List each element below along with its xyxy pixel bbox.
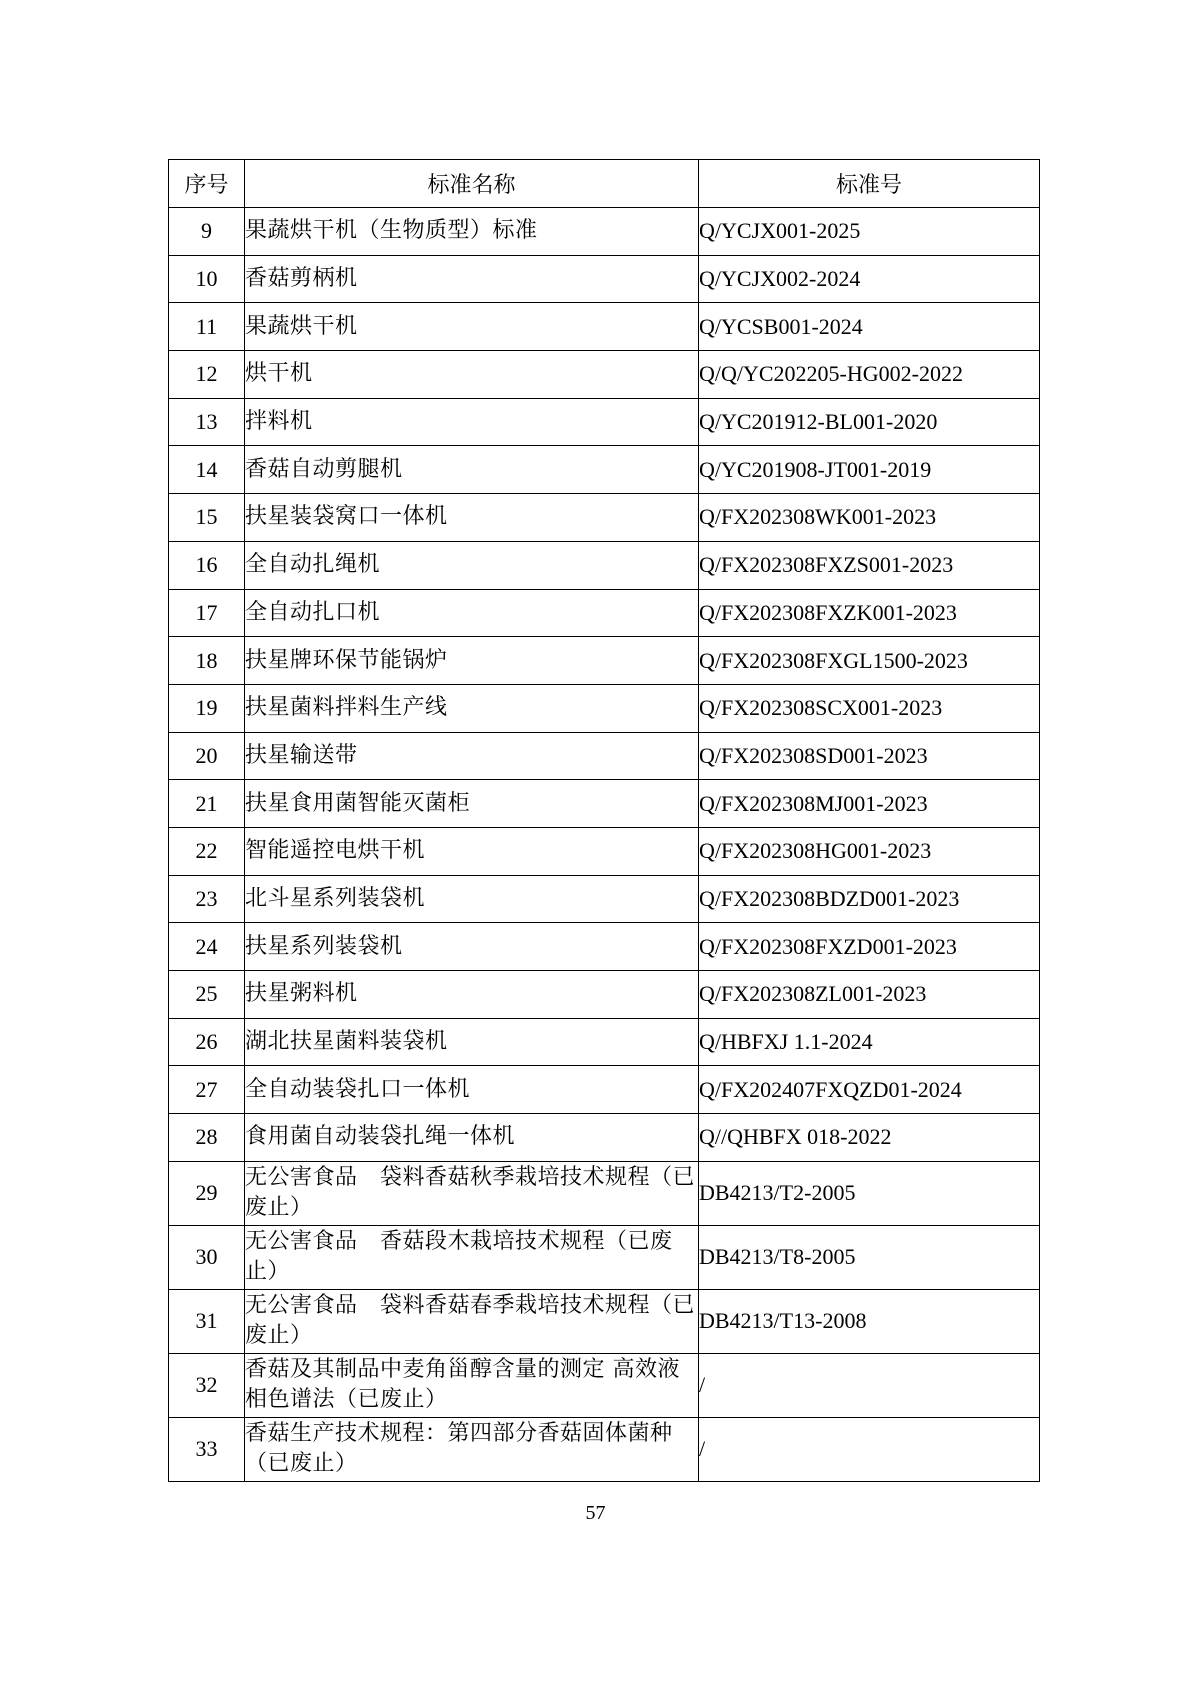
row-index: 27 xyxy=(169,1066,245,1114)
row-name: 果蔬烘干机 xyxy=(245,303,699,351)
row-index: 24 xyxy=(169,923,245,971)
row-name: 湖北扶星菌料装袋机 xyxy=(245,1018,699,1066)
row-code: Q//QHBFX 018-2022 xyxy=(699,1114,1040,1162)
table-row xyxy=(169,875,1040,923)
row-name: 无公害食品 袋料香菇春季栽培技术规程（已废止） xyxy=(245,1289,699,1353)
row-index: 28 xyxy=(169,1114,245,1162)
row-name: 无公害食品 袋料香菇秋季栽培技术规程（已废止） xyxy=(245,1161,699,1225)
table-row xyxy=(169,1417,1040,1481)
row-index: 20 xyxy=(169,732,245,780)
table-row xyxy=(169,780,1040,828)
row-code: Q/YC201912-BL001-2020 xyxy=(699,398,1040,446)
table-row xyxy=(169,255,1040,303)
row-index: 30 xyxy=(169,1225,245,1289)
row-index: 17 xyxy=(169,589,245,637)
row-name: 智能遥控电烘干机 xyxy=(245,827,699,875)
row-name: 香菇生产技术规程：第四部分香菇固体菌种（已废止） xyxy=(245,1417,699,1481)
table-row xyxy=(169,208,1040,256)
row-name: 香菇及其制品中麦角甾醇含量的测定 高效液相色谱法（已废止） xyxy=(245,1353,699,1417)
row-name: 果蔬烘干机（生物质型）标准 xyxy=(245,208,699,256)
row-name: 全自动扎绳机 xyxy=(245,541,699,589)
row-name: 烘干机 xyxy=(245,351,699,399)
row-index: 23 xyxy=(169,875,245,923)
table-row xyxy=(169,1161,1040,1225)
row-name: 拌料机 xyxy=(245,398,699,446)
row-code: Q/Q/YC202205-HG002-2022 xyxy=(699,351,1040,399)
table-row xyxy=(169,351,1040,399)
row-index: 32 xyxy=(169,1353,245,1417)
row-name: 全自动装袋扎口一体机 xyxy=(245,1066,699,1114)
row-index: 22 xyxy=(169,827,245,875)
row-index: 12 xyxy=(169,351,245,399)
row-index: 21 xyxy=(169,780,245,828)
header-index: 序号 xyxy=(169,160,245,208)
row-code: Q/FX202308BDZD001-2023 xyxy=(699,875,1040,923)
header-code: 标准号 xyxy=(699,160,1040,208)
table-row xyxy=(169,732,1040,780)
page-number: 57 xyxy=(585,1502,606,1524)
row-index: 25 xyxy=(169,971,245,1019)
row-code: Q/FX202407FXQZD01-2024 xyxy=(699,1066,1040,1114)
row-code: Q/FX202308FXZD001-2023 xyxy=(699,923,1040,971)
row-code: DB4213/T2-2005 xyxy=(699,1161,1040,1225)
row-code: Q/YCJX001-2025 xyxy=(699,208,1040,256)
row-name: 扶星输送带 xyxy=(245,732,699,780)
row-index: 11 xyxy=(169,303,245,351)
row-index: 33 xyxy=(169,1417,245,1481)
row-code: DB4213/T8-2005 xyxy=(699,1225,1040,1289)
row-code: / xyxy=(699,1353,1040,1417)
row-name: 扶星菌料拌料生产线 xyxy=(245,684,699,732)
row-name: 香菇自动剪腿机 xyxy=(245,446,699,494)
table-row xyxy=(169,1353,1040,1417)
row-name: 香菇剪柄机 xyxy=(245,255,699,303)
table-row xyxy=(169,1114,1040,1162)
table-row xyxy=(169,637,1040,685)
row-index: 29 xyxy=(169,1161,245,1225)
row-index: 19 xyxy=(169,684,245,732)
row-code: Q/YCSB001-2024 xyxy=(699,303,1040,351)
row-name: 扶星系列装袋机 xyxy=(245,923,699,971)
table-row xyxy=(169,1066,1040,1114)
row-code: Q/FX202308ZL001-2023 xyxy=(699,971,1040,1019)
row-code: DB4213/T13-2008 xyxy=(699,1289,1040,1353)
row-code: Q/YC201908-JT001-2019 xyxy=(699,446,1040,494)
row-name: 扶星装袋窝口一体机 xyxy=(245,494,699,542)
table-row xyxy=(169,1225,1040,1289)
row-index: 15 xyxy=(169,494,245,542)
table-row xyxy=(169,1289,1040,1353)
row-name: 扶星食用菌智能灭菌柜 xyxy=(245,780,699,828)
row-code: Q/FX202308SD001-2023 xyxy=(699,732,1040,780)
standards-table xyxy=(168,159,1040,1482)
row-code: Q/FX202308FXZK001-2023 xyxy=(699,589,1040,637)
row-index: 9 xyxy=(169,208,245,256)
table-row xyxy=(169,923,1040,971)
row-code: Q/FX202308FXZS001-2023 xyxy=(699,541,1040,589)
row-code: Q/FX202308WK001-2023 xyxy=(699,494,1040,542)
row-code: Q/YCJX002-2024 xyxy=(699,255,1040,303)
row-index: 14 xyxy=(169,446,245,494)
row-code: / xyxy=(699,1417,1040,1481)
table-row xyxy=(169,494,1040,542)
row-code: Q/HBFXJ 1.1-2024 xyxy=(699,1018,1040,1066)
row-name: 食用菌自动装袋扎绳一体机 xyxy=(245,1114,699,1162)
table-row xyxy=(169,303,1040,351)
table-row xyxy=(169,398,1040,446)
row-index: 31 xyxy=(169,1289,245,1353)
table-row xyxy=(169,1018,1040,1066)
table-header-row xyxy=(169,160,1040,208)
row-code: Q/FX202308FXGL1500-2023 xyxy=(699,637,1040,685)
row-name: 无公害食品 香菇段木栽培技术规程（已废止） xyxy=(245,1225,699,1289)
table-row xyxy=(169,589,1040,637)
row-index: 18 xyxy=(169,637,245,685)
table-row xyxy=(169,684,1040,732)
row-index: 16 xyxy=(169,541,245,589)
table-row xyxy=(169,446,1040,494)
row-name: 扶星牌环保节能锅炉 xyxy=(245,637,699,685)
row-index: 26 xyxy=(169,1018,245,1066)
table-row xyxy=(169,827,1040,875)
row-name: 扶星粥料机 xyxy=(245,971,699,1019)
row-code: Q/FX202308MJ001-2023 xyxy=(699,780,1040,828)
row-index: 10 xyxy=(169,255,245,303)
row-name: 北斗星系列装袋机 xyxy=(245,875,699,923)
row-index: 13 xyxy=(169,398,245,446)
row-code: Q/FX202308HG001-2023 xyxy=(699,827,1040,875)
header-name: 标准名称 xyxy=(245,160,699,208)
row-name: 全自动扎口机 xyxy=(245,589,699,637)
table-row xyxy=(169,541,1040,589)
row-code: Q/FX202308SCX001-2023 xyxy=(699,684,1040,732)
table-row xyxy=(169,971,1040,1019)
